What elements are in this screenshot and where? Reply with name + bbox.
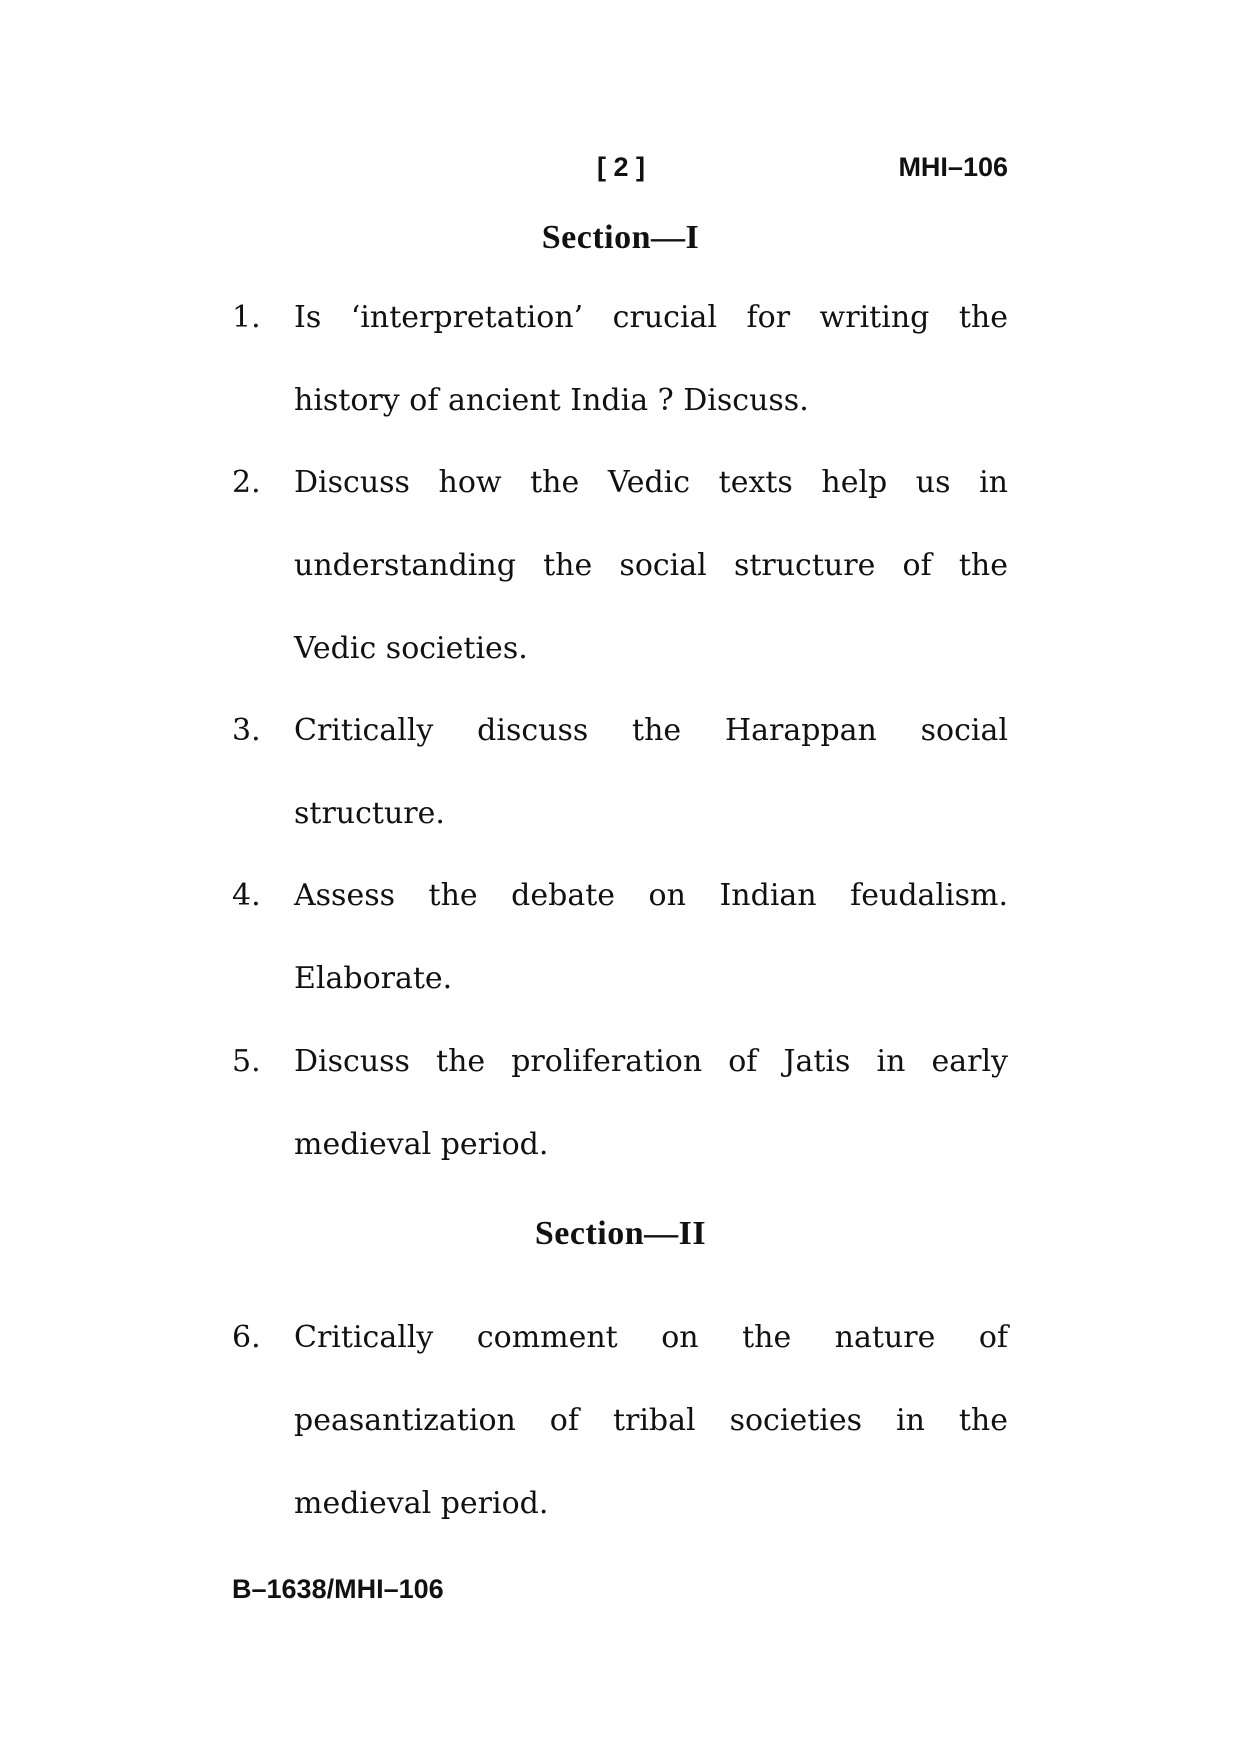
question-text: Is ‘interpretation’ crucial for writing the history of ancient India ? Discuss. xyxy=(294,300,1008,418)
question-number: 3. xyxy=(232,713,261,748)
question-item xyxy=(232,1020,1008,1186)
question-number: 6. xyxy=(232,1320,261,1355)
question-item xyxy=(232,441,1008,690)
question-number: 5. xyxy=(232,1044,261,1079)
question-number: 2. xyxy=(232,465,261,500)
question-number: 4. xyxy=(232,878,261,913)
question-text: Discuss how the Vedic texts help us in understanding the social structure of the Vedic societies. xyxy=(294,465,1008,666)
question-text: Critically discuss the Harappan social structure. xyxy=(294,713,1008,831)
question-item xyxy=(232,276,1008,442)
booklet-code: B–1638/MHI–106 xyxy=(232,1574,444,1604)
question-item xyxy=(232,854,1008,1020)
paper-code: MHI–106 xyxy=(898,152,1008,182)
question-text: Discuss the proliferation of Jatis in early medieval period. xyxy=(294,1044,1008,1162)
question-text: Critically comment on the nature of peasantization of tribal societies in the medieval period. xyxy=(294,1320,1008,1521)
section-2-title: Section—II xyxy=(534,1215,707,1252)
page-number: [ 2 ] xyxy=(597,152,646,182)
question-text: Assess the debate on Indian feudalism. Elaborate. xyxy=(294,878,1008,996)
section-1-title: Section—I xyxy=(541,219,700,256)
question-item xyxy=(232,1296,1008,1545)
question-item xyxy=(232,689,1008,855)
question-number: 1. xyxy=(232,300,261,335)
